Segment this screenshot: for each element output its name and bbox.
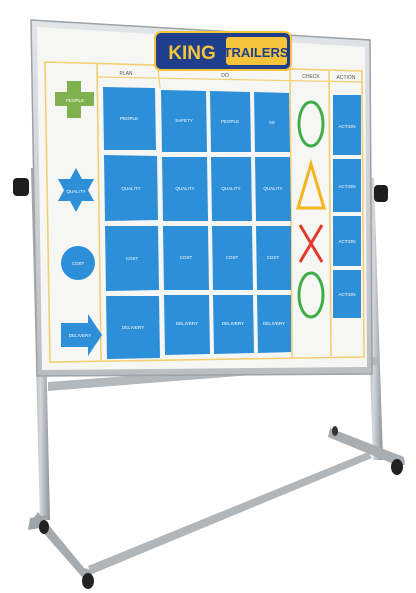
tile-label: ACTION (338, 184, 356, 189)
tile-label: ACTION (338, 239, 356, 244)
tile-label: PEOPLE (119, 116, 139, 121)
right-knob-icon (374, 185, 388, 202)
tile-label: QUALITY (121, 186, 141, 191)
tile-label: DELIVERY (175, 321, 199, 326)
tile-label: COST (179, 255, 193, 260)
tile-label: QUALITY (263, 186, 283, 191)
base-bar (88, 452, 372, 574)
left-knob-icon (13, 178, 29, 196)
shape-label: PEOPLE (65, 98, 85, 103)
tile-label: PEOPLE (220, 119, 240, 124)
header-do: DO (221, 73, 229, 79)
header-plan: PLAN (119, 71, 133, 77)
tile-label: 5S (269, 120, 275, 125)
tile-label: ACTION (338, 124, 356, 129)
tile-label: ACTION (338, 292, 356, 297)
logo-king: KING (168, 43, 216, 64)
tile-label: SAFETY (175, 118, 193, 123)
header-check: CHECK (302, 74, 320, 80)
wheel-icon (82, 573, 94, 589)
shape-label: COST (71, 261, 85, 266)
wheel-icon (39, 520, 49, 534)
wheel-icon (332, 426, 338, 436)
shape-label: DELIVERY (68, 333, 92, 338)
tile-label: COST (125, 256, 139, 261)
shape-label: QUALITY (66, 189, 86, 194)
tile-label: DELIVERY (121, 325, 145, 330)
tile-label: QUALITY (221, 186, 241, 191)
tile-label: DELIVERY (221, 321, 245, 326)
logo-trailers: TRAILERS (223, 45, 289, 60)
tile-label: QUALITY (175, 186, 195, 191)
tile-label: COST (266, 255, 280, 260)
tile-label: DELIVERY (262, 321, 286, 326)
wheel-icon (391, 459, 403, 475)
king-trailers-logo (155, 32, 291, 70)
header-action: ACTION (336, 75, 356, 81)
tile-label: COST (225, 255, 239, 260)
